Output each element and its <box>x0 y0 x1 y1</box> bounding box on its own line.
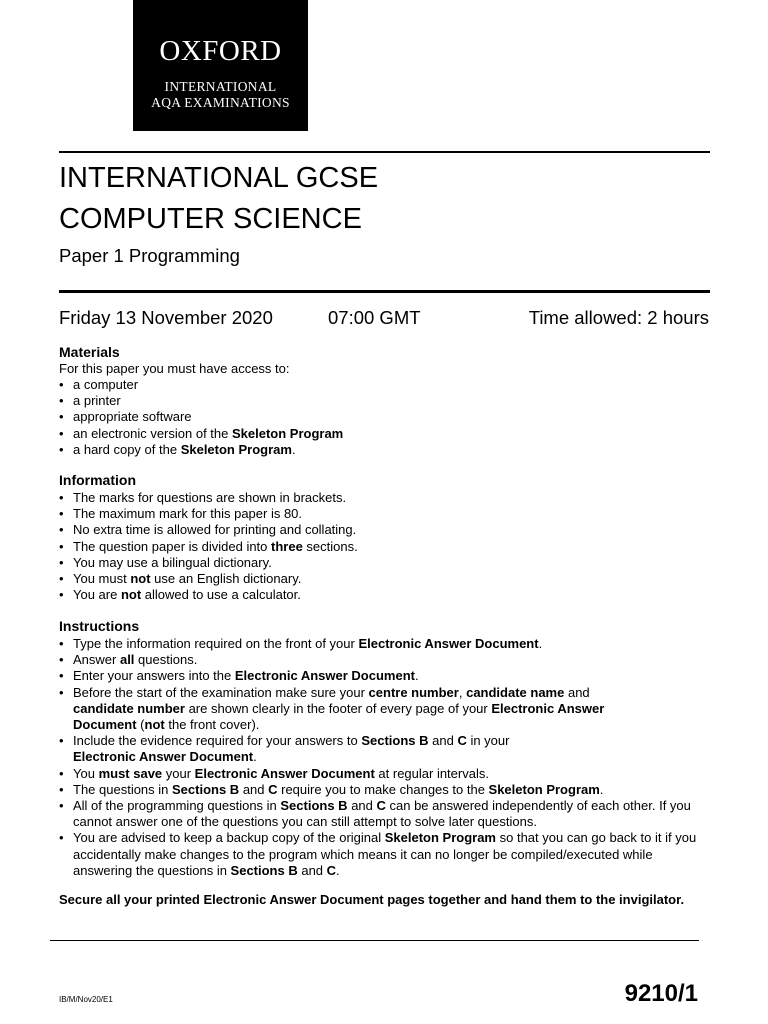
document-reference: IB/M/Nov20/E1 <box>59 995 113 1004</box>
instructions-item: • Include the evidence required for your answers to Sections B and C in your Electronic Answer Document. <box>59 733 573 765</box>
information-list <box>59 490 358 603</box>
instructions-item: • The questions in Sections B and C require you to make changes to the Skeleton Program. <box>59 782 699 798</box>
exam-date: Friday 13 November 2020 <box>59 307 273 328</box>
information-item: • You may use a bilingual dictionary. <box>59 555 358 571</box>
instructions-item: • Answer all questions. <box>59 652 699 668</box>
logo-sub-text-1: INTERNATIONAL <box>164 79 277 94</box>
materials-list <box>59 377 343 458</box>
materials-item: • appropriate software <box>59 409 343 425</box>
instructions-heading: Instructions <box>59 618 140 634</box>
subject-title: COMPUTER SCIENCE <box>59 203 362 235</box>
footer-divider <box>50 940 699 941</box>
materials-item: • a hard copy of the Skeleton Program. <box>59 442 343 458</box>
header-divider <box>59 290 710 293</box>
materials-item: • a computer <box>59 377 343 393</box>
instructions-item: • Enter your answers into the Electronic Answer Document. <box>59 668 699 684</box>
paper-code: 9210/1 <box>624 980 698 1007</box>
oxford-aqa-logo <box>133 0 308 131</box>
materials-item: • an electronic version of the Skeleton Program <box>59 426 343 442</box>
information-item: • The maximum mark for this paper is 80. <box>59 506 358 522</box>
paper-title: Paper 1 Programming <box>59 245 240 266</box>
qualification-title: INTERNATIONAL GCSE <box>59 162 379 194</box>
secure-pages-note: Secure all your printed Electronic Answer Document pages together and hand them to the invigilator. <box>59 892 685 907</box>
instructions-item: • Type the information required on the front of your Electronic Answer Document. <box>59 636 699 652</box>
information-item: • You are not allowed to use a calculator. <box>59 587 358 603</box>
time-allowed: Time allowed: 2 hours <box>528 307 709 328</box>
instructions-item: • All of the programming questions in Sections B and C can be answered independently of each other. If you cannot answer one of the questions you can still attempt to solve later questions. <box>59 798 693 830</box>
information-item: • The question paper is divided into three sections. <box>59 539 358 555</box>
materials-heading: Materials <box>59 344 120 360</box>
instructions-item: • You must save your Electronic Answer Document at regular intervals. <box>59 766 699 782</box>
information-item: • The marks for questions are shown in brackets. <box>59 490 358 506</box>
information-heading: Information <box>59 472 136 488</box>
information-item: • You must not use an English dictionary. <box>59 571 358 587</box>
instructions-item: • Before the start of the examination make sure your centre number, candidate name and candidate number are shown clearly in the footer of every page of your Electronic Answer Document (not the front cover). <box>59 685 638 734</box>
information-item: • No extra time is allowed for printing and collating. <box>59 522 358 538</box>
materials-item: • a printer <box>59 393 343 409</box>
exam-time: 07:00 GMT <box>328 307 421 328</box>
instructions-list <box>59 636 699 879</box>
instructions-item: • You are advised to keep a backup copy of the original Skeleton Program so that you can go back to it if you accidentally make changes to the program which means it can no longer be compiled/executed while answering the questions in Sections B and C. <box>59 830 713 879</box>
logo-main-text: OXFORD <box>159 35 282 67</box>
top-divider <box>59 151 710 153</box>
logo-sub-text-2: AQA EXAMINATIONS <box>151 95 290 110</box>
materials-intro: For this paper you must have access to: <box>59 361 290 376</box>
